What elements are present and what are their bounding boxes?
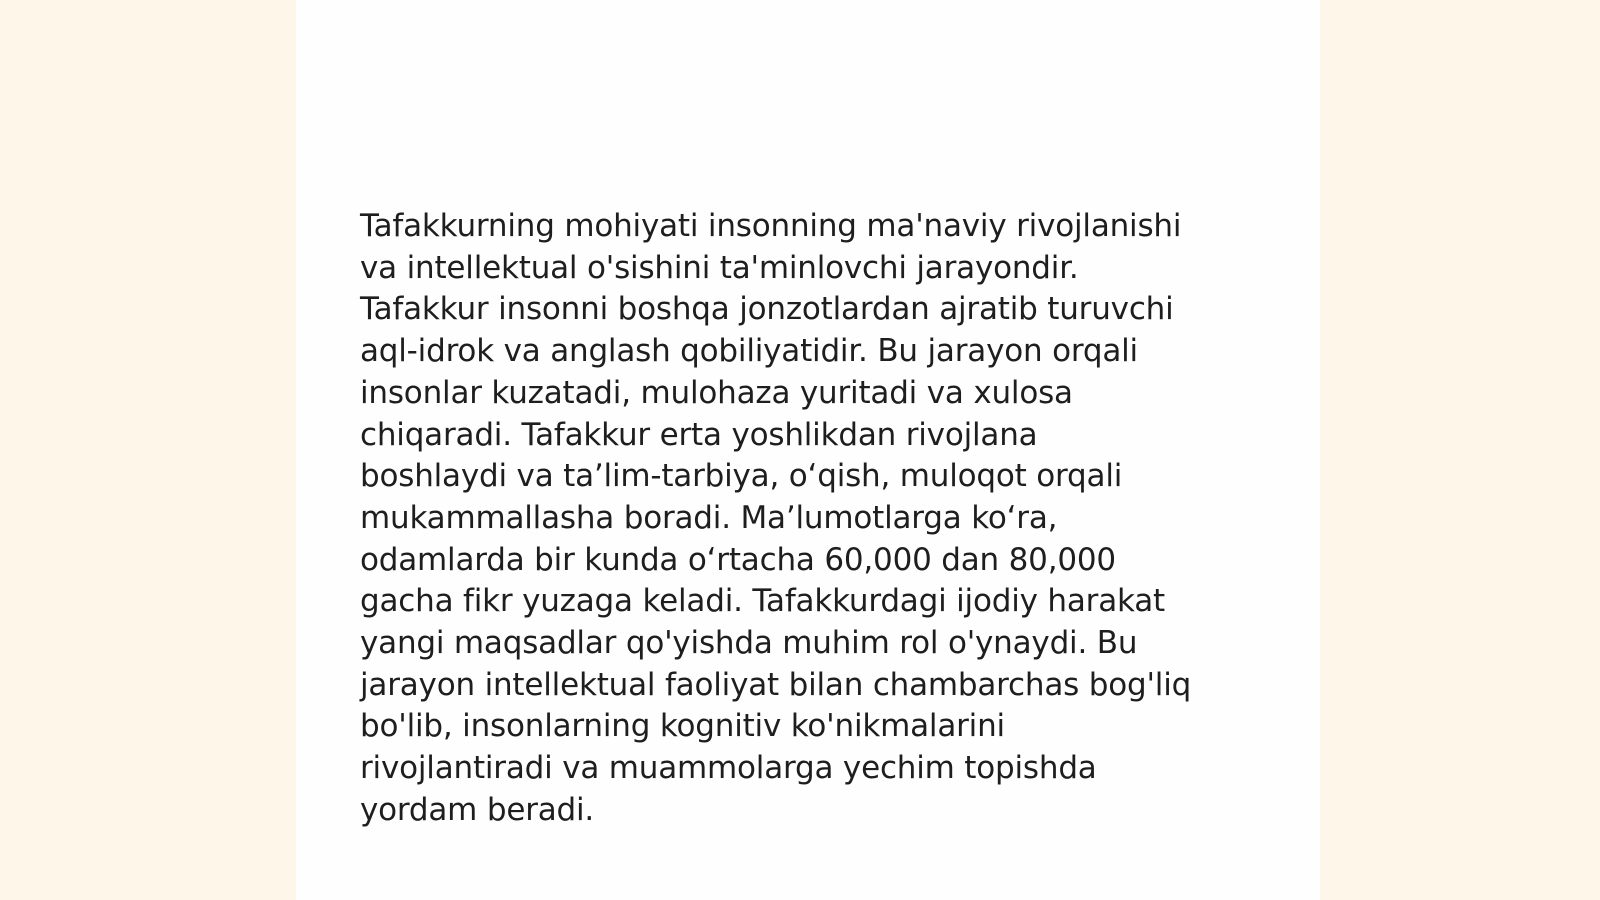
paragraph-line: jarayon intellektual faoliyat bilan chambarchas bog'liq xyxy=(360,666,1192,703)
body-paragraph xyxy=(360,206,1260,832)
paragraph-line: bo'lib, insonlarning kognitiv ko'nikmalarini xyxy=(360,708,1005,745)
paragraph-line: yangi maqsadlar qo'yishda muhim rol o'ynaydi. Bu xyxy=(360,625,1138,662)
paragraph-line: insonlar kuzatadi, mulohaza yuritadi va xulosa xyxy=(360,374,1073,411)
paragraph-line: gacha fikr yuzaga keladi. Tafakkurdagi ijodiy harakat xyxy=(360,583,1165,620)
paragraph-line: rivojlantiradi va muammolarga yechim topishda xyxy=(360,750,1097,787)
document-page xyxy=(296,0,1320,900)
paragraph-line: yordam beradi. xyxy=(360,791,595,828)
paragraph-line: boshlaydi va ta’lim-tarbiya, o‘qish, muloqot orqali xyxy=(360,458,1123,495)
paragraph-line: odamlarda bir kunda o‘rtacha 60,000 dan 80,000 xyxy=(360,541,1116,578)
paragraph-line: Tafakkur insonni boshqa jonzotlardan ajratib turuvchi xyxy=(360,291,1174,328)
paragraph-line: Tafakkurning mohiyati insonning ma'naviy rivojlanishi xyxy=(360,208,1182,244)
paragraph-line: chiqaradi. Tafakkur erta yoshlikdan rivojlana xyxy=(360,416,1038,453)
paragraph-line: va intellektual o'sishini ta'minlovchi jarayondir. xyxy=(360,249,1079,286)
paragraph-line: aql-idrok va anglash qobiliyatidir. Bu jarayon orqali xyxy=(360,333,1138,370)
paragraph-line: mukammallasha boradi. Ma’lumotlarga ko‘ra, xyxy=(360,499,1058,536)
